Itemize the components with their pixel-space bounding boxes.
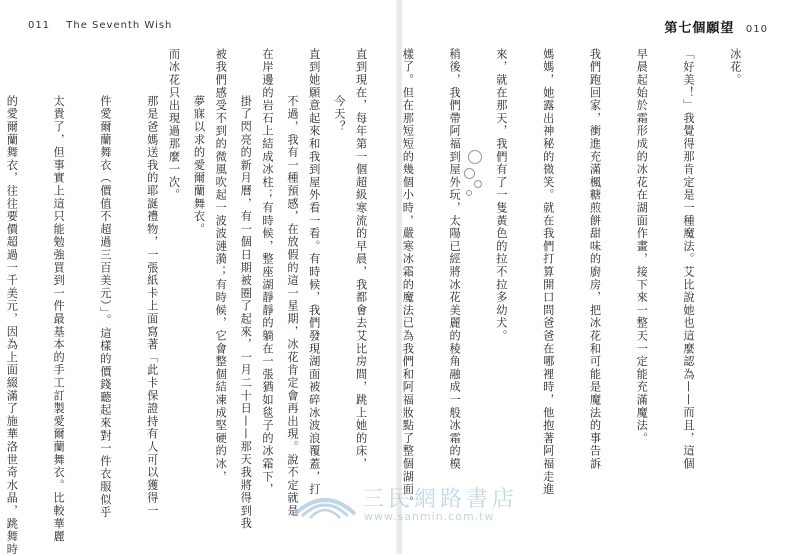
left-running-title: The Seventh Wish [66,20,173,31]
bookstore-logo-icon [290,484,360,524]
text-line: 直到她願意起來和我到屋外看一看。有時候，我們發現湖面被碎冰波浪覆蓋，打 [307,48,321,496]
text-line: 稍後，我們帶阿福到屋外玩，太陽已經將冰花美麗的稜角融成一般冰霜的模 [448,48,462,471]
text-line: 掛了閃亮的新月曆，有一個日期被圈了起來，一月二十日——那天我將得到我 [239,95,253,531]
right-page-header [664,17,768,36]
text-line: 直到現在，每年第一個超級寒流的早晨，我都會去艾比房間，跳上她的床， [354,48,368,471]
left-page-header [28,20,172,31]
text-line: 被我們感受不到的微風吹起一波波漣漪；有時候，它會整個結凍成堅硬的冰， [214,48,228,484]
text-line: 來，就在那天，我們有了一隻黃色的拉不拉多幼犬。 [494,48,508,343]
text-line: 件愛爾蘭舞衣（價值不超過三百美元）」。這樣的價錢聽起來對一件衣服似乎 [98,95,112,519]
bubble-ornament-icon [462,150,488,200]
text-line: 樣了。但在那短短的幾個小時，嚴寒冰霜的魔法已為我們和阿福妝點了整個湖面。 [401,48,415,509]
text-line: 太貴了，但事實上這只能勉強買到一件最基本的手工訂製愛爾蘭舞衣。比較華麗 [52,95,66,543]
text-line: 今天？ [332,95,346,134]
text-line: 早晨起始於霜形成的冰花在湖面作畫，接下來一整天一定能充滿魔法。 [635,48,649,445]
right-page-number: 010 [745,24,768,35]
text-line: 我們跑回家，衝進充滿楓糖煎餅甜味的廚房，把冰花和可能是魔法的事告訴 [588,48,602,471]
text-line: 夢寐以求的愛爾蘭舞衣。 [192,95,206,236]
text-line: 「好美！」我覺得那肯定是一種魔法。艾比說她也這麼認為——而且，這個 [682,48,696,471]
text-line: 媽媽，她露出神秘的微笑。就在我們打算開口問爸爸在哪裡時，他抱著阿福走進 [541,48,555,496]
watermark-title: 三民網路書店 [362,487,519,512]
watermark-url: www.sanmin.com.tw [364,510,495,523]
text-line: 在岸邊的岩石上結成冰柱；有時候，整座湖靜靜的躺在一張猶如毯子的冰霜下， [261,48,274,496]
right-running-title: 第七個願望 [664,21,735,36]
text-line: 的愛爾蘭舞衣，往往要價超過一千美元，因為上面綴滿了施華洛世奇水晶，跳舞時 [5,95,19,556]
text-line: 不過，我有一種預感，在放假的這一星期，冰花肯定會再出現。說不定就是 [286,95,300,518]
text-line: 冰花。 [728,48,742,87]
text-line: 而冰花只出現過那麼一次。 [167,48,181,202]
text-line: 那是爸媽送我的耶誕禮物，一張紙卡上面寫著「此卡保證持有人可以獲得一 [145,95,159,518]
left-page-number: 011 [28,20,51,31]
bookstore-watermark [290,480,550,530]
